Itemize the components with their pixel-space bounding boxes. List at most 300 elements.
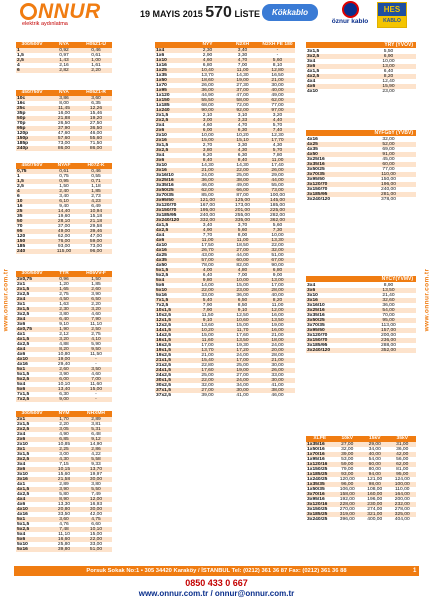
column-header: NYAF (48, 163, 80, 169)
price-cell: 21,18 (80, 219, 112, 224)
product-code-cell: 1x4 (155, 48, 190, 53)
price-cell: 2,75 (91, 332, 101, 337)
price-cell: 21,58 (48, 477, 80, 482)
price-cell: 11,50 (201, 313, 214, 318)
price-cell: 332,00 (190, 218, 225, 223)
column-header: H05Z1-R (80, 90, 112, 96)
column-header: H07Z-K (80, 163, 112, 169)
price-cell: 59,00 (80, 239, 112, 244)
price-cell: 47,00 (89, 234, 103, 239)
product-code-cell: 4x16 (307, 137, 318, 142)
product-code-cell: 3x2,5 (16, 457, 48, 462)
price-cell: 4,80 (225, 268, 260, 273)
product-code-cell: 3x6 (306, 64, 361, 69)
price-cell: 164,00 (389, 492, 417, 497)
product-code-cell: 3x35/16 (156, 183, 174, 188)
price-cell: 113,00 (381, 323, 396, 328)
price-cell: 6,85 (48, 437, 80, 442)
price-cell: 76,00 (48, 239, 80, 244)
price-cell: 2,90 (202, 53, 213, 58)
column-header: H05VV-F (80, 271, 112, 277)
price-cell: 2,30 (190, 48, 225, 53)
price-cell: 12,80 (260, 68, 295, 73)
price-cell: 44,90 (201, 93, 214, 98)
price-cell: 66,00 (225, 188, 260, 193)
price-cell: 13,70 (190, 348, 225, 353)
price-cell: 13,00 (361, 64, 416, 69)
price-cell: 6,10 (48, 199, 80, 204)
product-code-cell: 3x16/10 (156, 173, 174, 178)
price-cell: 82,00 (236, 263, 249, 268)
product-code-cell: 3x2,5 (17, 312, 30, 317)
product-code-cell: 1x25 (155, 68, 190, 73)
product-code-cell: 1x50/35 (307, 487, 325, 492)
price-cell: 2,82 (48, 68, 80, 73)
price-cell: 3,10 (237, 113, 248, 118)
price-cell: 13,30 (57, 502, 71, 507)
price-cell: 44,00 (236, 253, 249, 258)
price-cell: 232,00 (389, 502, 417, 507)
price-cell: 95,00 (361, 318, 416, 323)
price-cell: 32,00 (341, 447, 354, 452)
product-code-cell: 185p (17, 141, 29, 146)
product-code-cell: 2,5 (16, 58, 48, 63)
price-cell: 73,00 (89, 244, 103, 249)
product-code-cell: 2x4 (156, 123, 165, 128)
product-code-cell: 5x6 (16, 537, 48, 542)
price-cell: 124,00 (394, 477, 410, 482)
product-code-cell: 150p (16, 136, 48, 141)
price-cell: 1,00 (80, 58, 112, 63)
product-code-cell: 35 (17, 214, 23, 219)
price-cell: 8,00 (237, 233, 248, 238)
side-watermark-left (1, 40, 11, 560)
price-cell: 21,00 (271, 333, 284, 338)
product-code-cell: 2x1 (16, 417, 48, 422)
price-cell: 33,00 (201, 293, 214, 298)
table-row (16, 146, 112, 151)
table-nyaf (16, 90, 112, 151)
price-cell: 23,00 (382, 89, 395, 94)
price-cell: 1,20 (59, 282, 69, 287)
column-header: NHXMH (80, 411, 112, 417)
price-cell: 21,00 (260, 358, 295, 363)
product-code-cell: 1x35 (156, 73, 167, 78)
price-cell: 51,00 (80, 547, 112, 552)
price-cell: 32,00 (201, 383, 214, 388)
price-cell: 95,00 (389, 472, 417, 477)
product-code-cell: 5x16 (156, 293, 167, 298)
product-code-cell: 2x2,5 (16, 427, 48, 432)
price-cell: 6,30 (225, 128, 260, 133)
price-cell: 22,00 (225, 168, 260, 173)
price-cell: 22,00 (80, 537, 112, 542)
brand-hes-text: HES (383, 5, 401, 14)
product-code-cell: 3x240/120 (306, 348, 361, 353)
product-code-cell: 3x150/70 (307, 187, 328, 192)
product-code-cell: 2x4 (16, 297, 48, 302)
product-code-cell: 3x2,5 (155, 148, 190, 153)
price-cell: 40,00 (271, 293, 284, 298)
product-code-cell: 24x1,5 (155, 368, 190, 373)
page-number: 1 (413, 568, 417, 574)
product-code-cell: 4x50 (156, 263, 167, 268)
product-code-cell: 1x95/16 (307, 457, 325, 462)
price-cell: 274,00 (367, 507, 383, 512)
price-cell: 58,00 (225, 98, 260, 103)
price-cell: - (276, 53, 279, 58)
price-cell: 77,00 (271, 103, 284, 108)
price-cell: 192,00 (339, 497, 355, 502)
price-cell: 10,40 (190, 68, 225, 73)
price-cell: 27,00 (334, 442, 362, 447)
price-cell: 13,70 (201, 73, 214, 78)
product-code-cell: 3x16 (306, 298, 361, 303)
product-code-cell: 4x1,5 (307, 69, 320, 74)
product-code-cell: 4x1,5 (156, 223, 169, 228)
product-code-cell: 3x4 (16, 317, 48, 322)
price-cell: 19,00 (225, 368, 260, 373)
product-code-cell: 2x2,5 (17, 292, 30, 297)
product-code-cell: 4x1 (17, 482, 26, 487)
price-cell: 71,50 (89, 141, 103, 146)
price-cell: 4,60 (91, 312, 101, 317)
price-cell: 21,00 (201, 353, 214, 358)
product-code-cell: 3x10 (156, 163, 167, 168)
price-list-date (140, 4, 260, 22)
price-cell: 29,40 (57, 362, 71, 367)
product-code-cell: 10x2,5 (156, 313, 171, 318)
price-cell: 62,00 (190, 188, 225, 193)
price-cell: 3,60 (48, 517, 80, 522)
price-cell: 1,18 (91, 184, 101, 189)
table-row (16, 397, 112, 402)
price-cell: 2,60 (80, 287, 112, 292)
price-cell: 1,85 (91, 282, 101, 287)
product-code-cell: 3x10 (307, 293, 318, 298)
price-cell: 17,00 (225, 358, 260, 363)
column-header: 300/500V (16, 42, 48, 48)
product-code-cell: 3x185/95 (306, 192, 361, 197)
price-cell: 106,00 (339, 487, 355, 492)
price-cell: 14,40 (48, 209, 80, 214)
price-cell: 36,00 (190, 178, 225, 183)
product-code-cell: 3x70/35 (156, 193, 174, 198)
product-code-cell: 4 (16, 189, 48, 194)
product-code-cell: 1x35/35 (306, 482, 334, 487)
product-code-cell: 3x150/70 (155, 208, 190, 213)
price-cell: 26,00 (201, 83, 214, 88)
price-cell: 7,00 (80, 377, 112, 382)
price-cell: 6,80 (260, 268, 295, 273)
price-cell: 54,00 (361, 308, 416, 313)
product-code-cell: 2x10 (17, 442, 28, 447)
price-cell: 29,00 (361, 442, 389, 447)
product-code-cell: 3x95/16 (307, 497, 325, 502)
price-cell: - (80, 397, 112, 402)
price-cell: 7,90 (80, 317, 112, 322)
price-cell: 0,71 (80, 179, 112, 184)
price-cell: 18,50 (236, 243, 249, 248)
price-cell: 278,00 (394, 507, 410, 512)
price-cell: 15,46 (89, 111, 103, 116)
product-code-cell: 2x1,5 (156, 113, 169, 118)
column-header: NYA (48, 42, 80, 48)
price-cell: 14,30 (236, 163, 249, 168)
price-cell: 46,00 (89, 131, 103, 136)
product-code-cell: 16x2,5 (156, 343, 171, 348)
product-code-cell: 120p (17, 131, 29, 136)
logo-text: NNUR (38, 0, 101, 23)
product-code-cell: 70 (17, 224, 23, 229)
price-cell: - (260, 48, 295, 53)
price-cell: 10,60 (225, 318, 260, 323)
price-cell: 10,20 (190, 328, 225, 333)
product-code-cell: 3x2,5 (306, 54, 361, 59)
price-cell: 6,50 (225, 298, 260, 303)
price-cell: - (95, 362, 97, 367)
price-cell: 6,48 (91, 432, 101, 437)
product-code-cell: 3x16 (16, 477, 48, 482)
price-cell: 6,20 (202, 153, 213, 158)
price-cell: 9,12 (80, 437, 112, 442)
price-cell: 110,00 (394, 487, 410, 492)
product-code-cell: 1,5 (17, 53, 24, 58)
price-cell: 120,00 (339, 477, 355, 482)
product-code-cell: 4x6 (155, 238, 190, 243)
price-cell: 2,73 (91, 194, 101, 199)
price-cell: 10,85 (57, 442, 71, 447)
price-cell: 0,55 (91, 174, 101, 179)
price-cell: 16,00 (271, 313, 284, 318)
product-code-cell: 0,75 (16, 169, 48, 174)
price-cell: 4,90 (190, 228, 225, 233)
price-cell: 40,00 (260, 88, 295, 93)
column-header: N2XH (225, 42, 260, 48)
product-code-cell: 7x2,5 (156, 303, 169, 308)
product-code-cell: 14x1,5 (155, 328, 190, 333)
price-cell: 160,00 (361, 492, 389, 497)
price-cell: 24,00 (236, 353, 249, 358)
price-cell: 4,10 (80, 337, 112, 342)
price-cell: 228,00 (334, 502, 362, 507)
price-cell: 12,50 (236, 313, 249, 318)
product-code-cell: 30x1,5 (155, 378, 190, 383)
price-cell: 13,70 (80, 467, 112, 472)
price-cell: 37,00 (57, 224, 71, 229)
price-cell: 17,00 (271, 283, 284, 288)
price-cell: 0,61 (48, 169, 80, 174)
table-row (306, 517, 416, 522)
brand-kokkablo-logo: Kökkablo (262, 4, 318, 21)
price-cell: 22,00 (271, 243, 284, 248)
section-nyfgby-header: NYFGbY (YVBV) (306, 130, 416, 136)
price-cell: 18,60 (190, 78, 225, 83)
price-cell: 93,00 (334, 472, 362, 477)
price-cell: 3,50 (80, 367, 112, 372)
product-code-cell: 3x25/16 (307, 157, 325, 162)
price-cell: 30,00 (260, 378, 295, 383)
price-cell: 5,58 (80, 457, 112, 462)
product-code-cell: 4 (17, 63, 20, 68)
product-code-cell: 5x1,5 (17, 372, 30, 377)
price-cell: 27,50 (89, 121, 103, 126)
product-code-cell: 10x1,5 (155, 308, 190, 313)
price-cell: 16,93 (89, 502, 103, 507)
price-cell: 67,00 (260, 258, 295, 263)
column-header: NYA (48, 90, 80, 96)
product-code-cell: 3x240/120 (307, 197, 331, 202)
price-cell: 14,30 (236, 73, 249, 78)
price-cell: 110,00 (361, 172, 416, 177)
price-cell: 15,90 (361, 84, 416, 89)
product-code-cell: 16x1,5 (155, 338, 190, 343)
price-cell: 34,00 (236, 383, 249, 388)
product-code-cell: 12x1,5 (155, 318, 190, 323)
price-cell: 49,00 (48, 229, 80, 234)
product-code-cell: 70p (17, 121, 26, 126)
product-code-cell: 3x120/70 (156, 203, 177, 208)
price-cell: 19,00 (48, 357, 80, 362)
product-code-cell: 3x6 (306, 288, 361, 293)
price-cell: 53,00 (341, 457, 354, 462)
price-cell: 230,00 (361, 502, 389, 507)
table-row (16, 68, 112, 73)
product-code-cell: 4x10 (16, 507, 48, 512)
price-cell: 27,00 (225, 248, 260, 253)
product-code-cell: 5x2,5 (16, 377, 48, 382)
onnur-logo (20, 2, 112, 28)
price-cell: 20,00 (260, 348, 295, 353)
price-cell: 17,70 (260, 138, 295, 143)
price-cell: 335,00 (225, 218, 260, 223)
product-code-cell: 1x150/25 (307, 467, 328, 472)
price-cell: 145,00 (260, 198, 295, 203)
price-cell: 25,00 (236, 173, 249, 178)
price-cell: 352,00 (361, 348, 416, 353)
product-code-cell: 95p (16, 126, 48, 131)
product-code-cell: 5x1 (16, 367, 48, 372)
product-code-cell: 4x1,5 (16, 337, 48, 342)
price-cell: 21,00 (190, 168, 225, 173)
side-watermark-right (422, 40, 432, 560)
price-cell: 15,00 (236, 323, 249, 328)
price-cell: 25,00 (201, 373, 214, 378)
price-cell: 10,20 (236, 133, 249, 138)
price-cell: 5,60 (272, 223, 283, 228)
price-cell: 15,10 (225, 138, 260, 143)
price-cell: 36,00 (236, 293, 249, 298)
product-code-cell: 25 (16, 209, 48, 214)
product-code-cell: 3x150/70 (306, 338, 361, 343)
column-header: H05Z1-U (80, 42, 112, 48)
product-code-cell: 3x95/50 (307, 177, 325, 182)
product-code-cell: 24x2,5 (156, 373, 171, 378)
price-cell: 11,10 (90, 322, 102, 327)
price-cell: 11,10 (58, 532, 70, 537)
list-number: 570 (205, 4, 232, 21)
product-code-cell: 1x50/16 (307, 447, 325, 452)
table-nycy (306, 283, 416, 353)
price-cell: 125,00 (225, 198, 260, 203)
price-cell: 0,92 (48, 48, 80, 53)
price-cell: 0,61 (91, 53, 101, 58)
product-code-cell: 3x150/25 (307, 507, 328, 512)
price-cell: 10,00 (201, 133, 214, 138)
price-cell: 40,00 (361, 452, 389, 457)
price-cell: 7,90 (190, 308, 225, 313)
product-code-cell: 4x10 (307, 89, 318, 94)
price-cell: 6,40 (202, 273, 213, 278)
table-row (306, 348, 416, 353)
price-cell: 2,30 (48, 307, 80, 312)
product-code-cell: 3x185/95 (307, 343, 328, 348)
price-cell: 8,20 (361, 74, 416, 79)
product-code-cell: 3x6 (17, 322, 26, 327)
product-code-cell: 1x35/16 (306, 442, 334, 447)
price-cell: 78,00 (201, 263, 214, 268)
price-cell: 6,00 (190, 128, 225, 133)
price-cell: 15,40 (190, 358, 225, 363)
column-header: 15kV (361, 436, 389, 442)
column-header: 450/750V (16, 163, 48, 169)
table-nym (16, 411, 112, 552)
product-code-cell: 3x1,5 (17, 452, 30, 457)
table-yry (306, 49, 416, 94)
price-cell: 281,00 (361, 192, 416, 197)
price-cell: 22,80 (201, 363, 214, 368)
price-cell: 6,30 (59, 392, 69, 397)
price-cell: 57,00 (190, 258, 225, 263)
price-cell: 5,50 (383, 49, 394, 54)
price-cell: 55,50 (190, 98, 225, 103)
price-cell: 17,50 (201, 243, 214, 248)
price-cell: 8,20 (260, 298, 295, 303)
product-code-cell: 7x1,5 (155, 298, 190, 303)
price-cell: 11,00 (225, 68, 260, 73)
column-header: NYM (48, 411, 80, 417)
product-code-cell: 3x4 (307, 59, 316, 64)
price-cell: 62,00 (260, 98, 295, 103)
price-cell: 8,20 (48, 347, 80, 352)
price-cell: 19,00 (271, 323, 284, 328)
price-cell: 2,89 (59, 482, 69, 487)
price-cell: 98,00 (361, 482, 389, 487)
product-code-cell: 7x1,5 (17, 392, 30, 397)
product-code-cell: 95 (16, 229, 48, 234)
product-code-cell: 3x25/16 (155, 178, 190, 183)
price-cell: 62,00 (389, 462, 417, 467)
product-code-cell: 3x4 (17, 462, 26, 467)
product-code-cell: 16 (17, 204, 23, 209)
price-cell: 39,00 (334, 452, 362, 457)
price-cell: 29,00 (271, 173, 284, 178)
price-cell: 15,00 (201, 333, 214, 338)
price-cell: 36,50 (80, 126, 112, 131)
price-cell: 17,20 (225, 348, 260, 353)
price-cell: 10,80 (57, 352, 71, 357)
price-cell: 6,00 (48, 377, 80, 382)
price-cell: 3,40 (202, 223, 213, 228)
price-cell: 10,15 (48, 467, 80, 472)
price-cell: 13,50 (361, 288, 416, 293)
price-cell: 33,00 (271, 373, 284, 378)
price-cell: 25,00 (236, 363, 249, 368)
price-cell: 1,50 (80, 277, 112, 282)
product-code-cell: 14x2,5 (156, 333, 171, 338)
price-cell: 8,40 (190, 158, 225, 163)
price-cell: 9,50 (80, 347, 112, 352)
